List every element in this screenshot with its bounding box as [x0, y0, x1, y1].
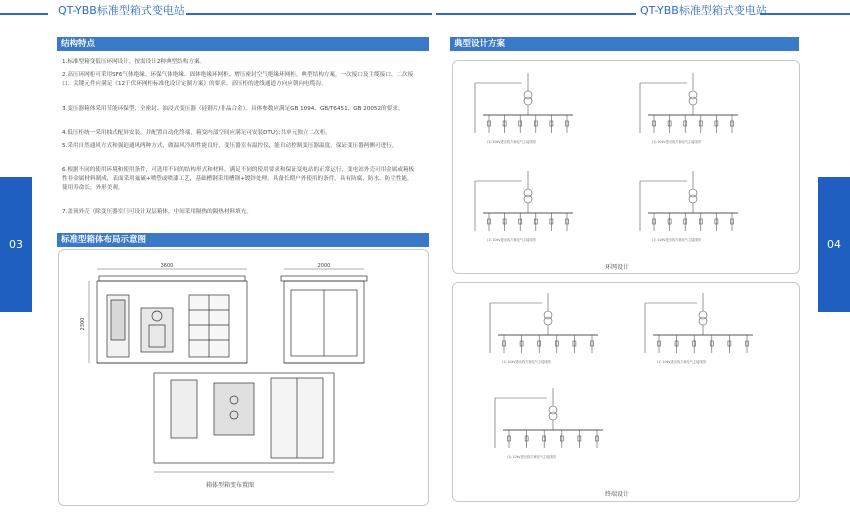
right-page-number: 04 — [818, 177, 850, 312]
left-header-rule — [0, 13, 48, 15]
terminal-design-caption: 终端设计 — [605, 491, 630, 498]
dim-total-width: 3600 — [160, 263, 174, 269]
diagram-caption: (1) 10kV进出线方案电气主接线图 — [487, 238, 536, 242]
right-header-title: QT-YBB标准型箱式变电站 — [640, 4, 767, 17]
left-page-number: 03 — [0, 177, 32, 312]
dim-total-height: 2300 — [80, 317, 86, 331]
left-header-rule-2 — [186, 13, 432, 15]
paragraph-4: 4.低压柜统一采用抽式配屏安装，并配置自动化终端，箱变内部空间应满足可安装DTU公共单元独立二次柜。 — [62, 130, 331, 136]
diagram-caption: (1) 10kV进出线方案电气主接线图 — [507, 455, 556, 459]
right-header-rule — [436, 13, 636, 15]
diagram-caption: (1) 10kV进出线方案电气主接线图 — [502, 360, 551, 364]
diagram-caption: (1) 10kV进出线方案电气主接线图 — [487, 140, 536, 144]
side-view-drawing — [281, 269, 367, 363]
layout-diagram-panel — [58, 249, 429, 506]
dim-side-width: 2000 — [317, 263, 331, 269]
terminal-design-diagrams — [453, 283, 799, 501]
paragraph-7: 7.盖顶外壳（除变压器室门可设计双层箱体，中间采用隔热的隔热材料填充。 — [62, 209, 252, 215]
section-design-title: 典型设计方案 — [450, 37, 799, 51]
diagram-caption: (1) 10kV进出线方案电气主接线图 — [657, 360, 706, 364]
paragraph-6: 6.根据不同的使用环境和使用条件，可选用不同的结构形式和材料，满足不同的使用要求和保证变电站的正常运行，变电站外壳可用金属或箱板性非金属材料制成，表面采用氟碳+喷塑或喷漆工艺，基础槽钢采用槽钢+镀锌处理，具备长期户外使用的条件，具有防腐、防水、防尘性能，使用寿命长，外形美观。 — [62, 167, 415, 191]
terminal-design-panel — [452, 282, 800, 502]
terminal-diagram-3 — [495, 388, 603, 459]
terminal-diagram-1 — [490, 293, 598, 364]
paragraph-3: 3.变压器箱体采用节能环保型、全密封、油浸式变压器（硅钢片/非晶合金）。具体参数应满足GB 1094、GB/T6451、GB 20052的要求。 — [62, 106, 404, 112]
diagram-caption: (1) 10kV进出线方案电气主接线图 — [652, 238, 701, 242]
paragraph-2: 2.高压环网柜可采用SF6气体绝缘、环保气体绝缘、固体绝缘环网柜、增压密封空气绝缘环网柜。典型结构方案，一次接口及主缆接口、二次接口、关键元件应满足《12千伏环网柜标准化设计定制方案》的要求。高压柜的进线通道方向应朝向电缆沟。 — [62, 72, 414, 87]
layout-diagram — [59, 250, 428, 505]
ring-diagram-1 — [475, 73, 573, 144]
paragraph-1: 1.标准型箱变低压环网设计、按需设计2种典型结构方案。 — [62, 59, 206, 65]
layout-caption: 箱体型箱变布置图 — [206, 482, 255, 489]
right-header-rule-2 — [760, 13, 850, 15]
front-view-drawing — [89, 269, 247, 363]
left-header-title: QT-YBB标准型箱式变电站 — [58, 4, 185, 17]
terminal-diagram-2 — [645, 293, 753, 364]
ring-design-caption: 环网设计 — [605, 264, 630, 271]
ring-diagram-4 — [640, 171, 738, 242]
ring-diagram-3 — [475, 171, 573, 242]
ring-design-panel — [452, 60, 800, 274]
ring-design-diagrams — [453, 61, 799, 273]
diagram-caption: (1) 10kV进出线方案电气主接线图 — [652, 140, 701, 144]
section-layout-title: 标准型箱体布局示意图 — [57, 233, 429, 247]
ring-diagram-2 — [640, 73, 738, 144]
section-structure-title: 结构特点 — [57, 37, 429, 51]
paragraph-5: 5.采用自然通风方式和强迫通风两种方式，做温风冷却性能良好，变压器室有温控仪，能自动控制变压器温度，保证变压器两侧可进行。 — [62, 143, 398, 149]
plan-view-drawing — [154, 373, 334, 472]
